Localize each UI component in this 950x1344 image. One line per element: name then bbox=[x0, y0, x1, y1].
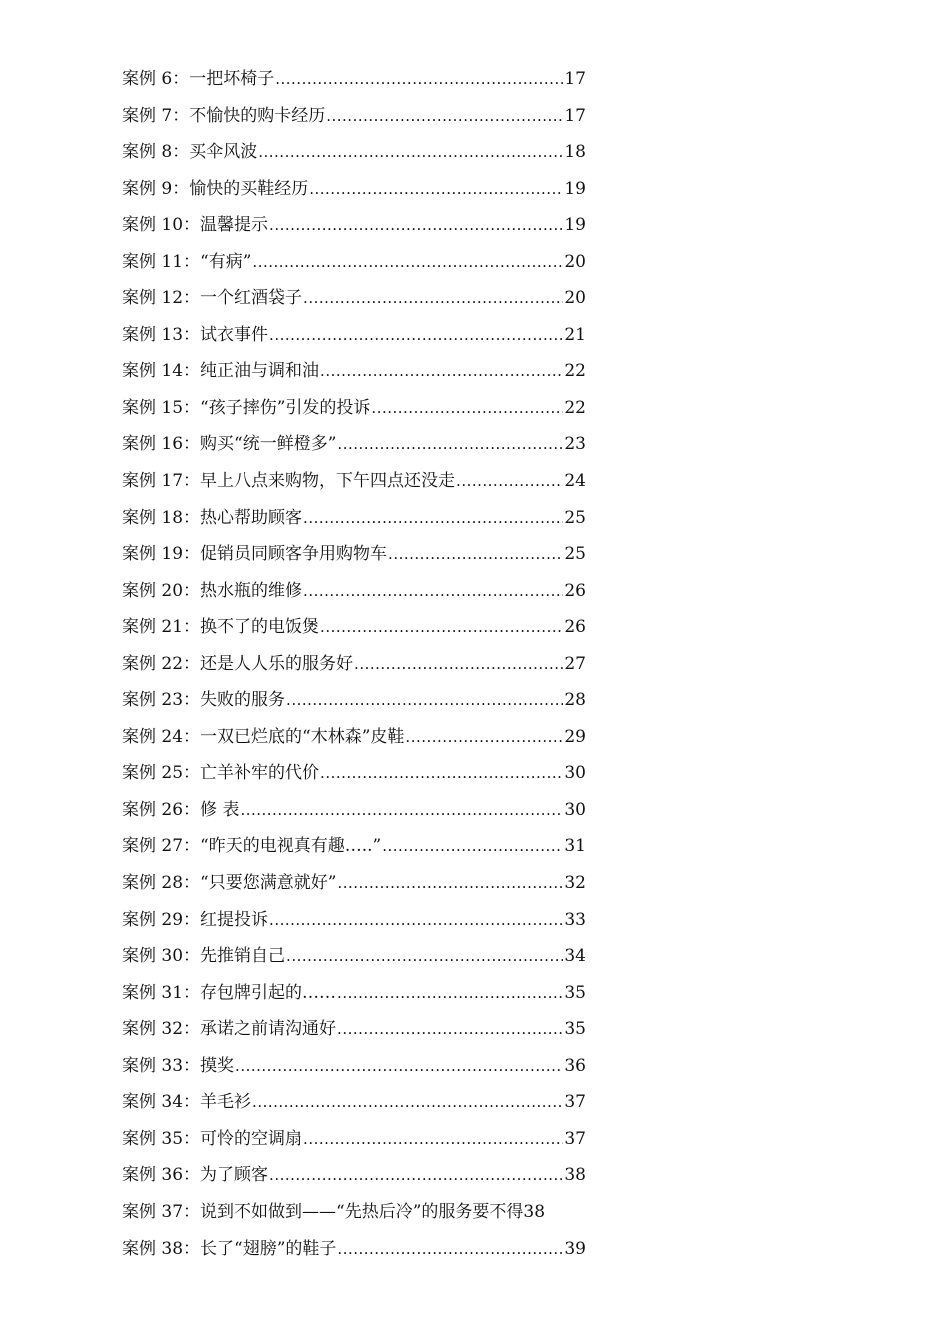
dot-leader bbox=[388, 542, 563, 559]
dot-leader bbox=[303, 286, 563, 303]
dot-leader bbox=[269, 1163, 563, 1180]
toc-entry-page: 35 bbox=[564, 1019, 586, 1040]
toc-entry-title: 案例 12：一个红酒袋子 bbox=[122, 288, 303, 309]
toc-entry-10[interactable] bbox=[122, 207, 586, 244]
toc-entry-title: 案例 22：还是人人乐的服务好 bbox=[122, 653, 354, 674]
toc-entry-page: 38 bbox=[523, 1201, 546, 1222]
toc-entry-34[interactable] bbox=[122, 1084, 586, 1121]
toc-entry-title: 案例 18：热心帮助顾客 bbox=[122, 507, 303, 528]
dot-leader bbox=[286, 688, 563, 705]
toc-entry-8[interactable] bbox=[122, 134, 586, 171]
toc-entry-title: 案例 17：早上八点来购物，下午四点还没走 bbox=[122, 471, 456, 492]
toc-entry-30[interactable] bbox=[122, 938, 586, 975]
toc-entry-title: 案例 38：长了“翅膀”的鞋子 bbox=[122, 1238, 337, 1259]
toc-entry-38[interactable] bbox=[122, 1231, 586, 1268]
toc-entry-36[interactable] bbox=[122, 1157, 586, 1194]
toc-entry-page: 37 bbox=[564, 1128, 586, 1149]
toc-entry-page: 22 bbox=[564, 397, 586, 418]
toc-entry-page: 35 bbox=[564, 982, 586, 1003]
dot-leader bbox=[303, 579, 563, 596]
toc-entry-24[interactable] bbox=[122, 719, 586, 756]
toc-entry-page: 21 bbox=[564, 324, 586, 345]
toc-entry-page: 20 bbox=[564, 288, 586, 309]
toc-entry-21[interactable] bbox=[122, 609, 586, 646]
toc-entry-page: 27 bbox=[564, 653, 586, 674]
toc-entry-33[interactable] bbox=[122, 1048, 586, 1085]
toc-entry-page: 20 bbox=[564, 251, 586, 272]
toc-entry-title: 案例 15：“孩子摔伤”引发的投诉 bbox=[122, 397, 371, 418]
toc-entry-19[interactable] bbox=[122, 536, 586, 573]
toc-entry-title: 案例 26：修 表 bbox=[122, 799, 240, 820]
toc-entry-page: 19 bbox=[564, 215, 586, 236]
toc-entry-26[interactable] bbox=[122, 792, 586, 829]
dot-leader bbox=[337, 871, 563, 888]
toc-entry-page: 36 bbox=[564, 1055, 586, 1076]
toc-entry-page: 33 bbox=[564, 909, 586, 930]
toc-entry-title: 案例 14：纯正油与调和油 bbox=[122, 361, 320, 382]
dot-leader bbox=[275, 67, 563, 84]
toc-entry-page: 24 bbox=[564, 471, 586, 492]
toc-entry-page: 26 bbox=[564, 617, 586, 638]
toc-entry-23[interactable] bbox=[122, 682, 586, 719]
dot-leader bbox=[326, 104, 563, 121]
toc-entry-title: 案例 21：换不了的电饭煲 bbox=[122, 617, 320, 638]
dot-leader bbox=[269, 908, 563, 925]
toc-entry-page: 28 bbox=[564, 690, 586, 711]
toc-entry-title: 案例 20：热水瓶的维修 bbox=[122, 580, 303, 601]
toc-entry-title: 案例 24：一双已烂底的“木林森”皮鞋 bbox=[122, 726, 405, 747]
toc-entry-page: 17 bbox=[564, 105, 586, 126]
dot-leader bbox=[354, 652, 563, 669]
toc-entry-15[interactable] bbox=[122, 390, 586, 427]
dot-leader bbox=[337, 981, 563, 998]
toc-entry-title: 案例 11：“有病” bbox=[122, 251, 252, 272]
toc-entry-page: 29 bbox=[564, 726, 586, 747]
toc-entry-18[interactable] bbox=[122, 500, 586, 537]
toc-entry-page: 25 bbox=[564, 507, 586, 528]
dot-leader bbox=[337, 1237, 563, 1254]
toc-entry-title: 案例 9：愉快的买鞋经历 bbox=[122, 178, 309, 199]
toc-entry-title: 案例 8：买伞风波 bbox=[122, 142, 258, 163]
toc-entry-page: 18 bbox=[564, 142, 586, 163]
toc-entry-title: 案例 29：红提投诉 bbox=[122, 909, 269, 930]
toc-entry-page: 23 bbox=[564, 434, 586, 455]
toc-entry-title: 案例 37：说到不如做到——“先热后冷”的服务要不得 bbox=[122, 1201, 524, 1222]
toc-entry-page: 34 bbox=[564, 946, 586, 967]
toc-entry-page: 26 bbox=[564, 580, 586, 601]
toc-entry-title: 案例 28：“只要您满意就好” bbox=[122, 873, 337, 894]
toc-entry-27[interactable] bbox=[122, 828, 586, 865]
toc-entry-12[interactable] bbox=[122, 280, 586, 317]
dot-leader bbox=[382, 834, 563, 851]
toc-entry-title: 案例 31：存包牌引起的…… bbox=[122, 982, 337, 1003]
dot-leader bbox=[286, 944, 563, 961]
dot-leader bbox=[405, 725, 563, 742]
toc-entry-32[interactable] bbox=[122, 1011, 586, 1048]
toc-entry-page: 38 bbox=[564, 1165, 586, 1186]
dot-leader bbox=[303, 506, 563, 523]
toc-entry-title: 案例 30：先推销自己 bbox=[122, 946, 286, 967]
dot-leader bbox=[320, 615, 563, 632]
toc-entry-title: 案例 13：试衣事件 bbox=[122, 324, 269, 345]
toc-entry-page: 31 bbox=[564, 836, 586, 857]
toc-entry-title: 案例 7：不愉快的购卡经历 bbox=[122, 105, 326, 126]
dot-leader bbox=[371, 396, 563, 413]
toc-entry-28[interactable] bbox=[122, 865, 586, 902]
toc-entry-35[interactable] bbox=[122, 1121, 586, 1158]
toc-entry-title: 案例 23：失败的服务 bbox=[122, 690, 286, 711]
toc-entry-page: 39 bbox=[564, 1238, 586, 1259]
dot-leader bbox=[337, 432, 563, 449]
table-of-contents bbox=[122, 61, 608, 1267]
toc-entry-title: 案例 19：促销员同顾客争用购物车 bbox=[122, 544, 388, 565]
toc-entry-17[interactable] bbox=[122, 463, 586, 500]
toc-entry-title: 案例 32：承诺之前请沟通好 bbox=[122, 1019, 337, 1040]
toc-entry-page: 22 bbox=[564, 361, 586, 382]
toc-entry-title: 案例 35：可怜的空调扇 bbox=[122, 1128, 303, 1149]
toc-entry-13[interactable] bbox=[122, 317, 586, 354]
toc-entry-16[interactable] bbox=[122, 426, 586, 463]
dot-leader bbox=[269, 213, 563, 230]
toc-entry-title: 案例 6：一把坏椅子 bbox=[122, 69, 275, 89]
toc-entry-25[interactable] bbox=[122, 755, 586, 792]
toc-entry-20[interactable] bbox=[122, 573, 586, 610]
toc-entry-title: 案例 34：羊毛衫 bbox=[122, 1092, 252, 1113]
toc-entry-page: 30 bbox=[564, 799, 586, 820]
toc-entry-11[interactable] bbox=[122, 244, 586, 281]
dot-leader bbox=[252, 1090, 563, 1107]
dot-leader bbox=[252, 250, 563, 267]
toc-entry-page: 17 bbox=[564, 69, 586, 89]
toc-entry-title: 案例 33：摸奖 bbox=[122, 1055, 235, 1076]
toc-entry-title: 案例 27：“昨天的电视真有趣…..” bbox=[122, 836, 382, 857]
toc-entry-9[interactable] bbox=[122, 171, 586, 208]
toc-entry-title: 案例 36：为了顾客 bbox=[122, 1165, 269, 1186]
toc-entry-page: 25 bbox=[564, 544, 586, 565]
dot-leader bbox=[320, 761, 563, 778]
toc-entry-22[interactable] bbox=[122, 646, 586, 683]
dot-leader bbox=[320, 359, 563, 376]
dot-leader bbox=[258, 140, 563, 157]
dot-leader bbox=[269, 323, 563, 340]
dot-leader bbox=[240, 798, 563, 815]
toc-entry-37[interactable] bbox=[122, 1194, 608, 1231]
toc-entry-29[interactable] bbox=[122, 902, 586, 939]
dot-leader bbox=[235, 1054, 563, 1071]
toc-entry-page: 32 bbox=[564, 873, 586, 894]
toc-entry-7[interactable] bbox=[122, 98, 586, 135]
toc-entry-page: 19 bbox=[564, 178, 586, 199]
dot-leader bbox=[303, 1127, 563, 1144]
toc-entry-title: 案例 16：购买“统一鲜橙多” bbox=[122, 434, 337, 455]
dot-leader bbox=[309, 177, 563, 194]
toc-entry-title: 案例 10：温馨提示 bbox=[122, 215, 269, 236]
toc-entry-14[interactable] bbox=[122, 353, 586, 390]
toc-entry-title: 案例 25：亡羊补牢的代价 bbox=[122, 763, 320, 784]
toc-entry-page: 30 bbox=[564, 763, 586, 784]
toc-entry-6[interactable] bbox=[122, 61, 586, 98]
toc-entry-page: 37 bbox=[564, 1092, 586, 1113]
dot-leader bbox=[337, 1017, 563, 1034]
dot-leader bbox=[456, 469, 563, 486]
toc-entry-31[interactable] bbox=[122, 975, 586, 1012]
